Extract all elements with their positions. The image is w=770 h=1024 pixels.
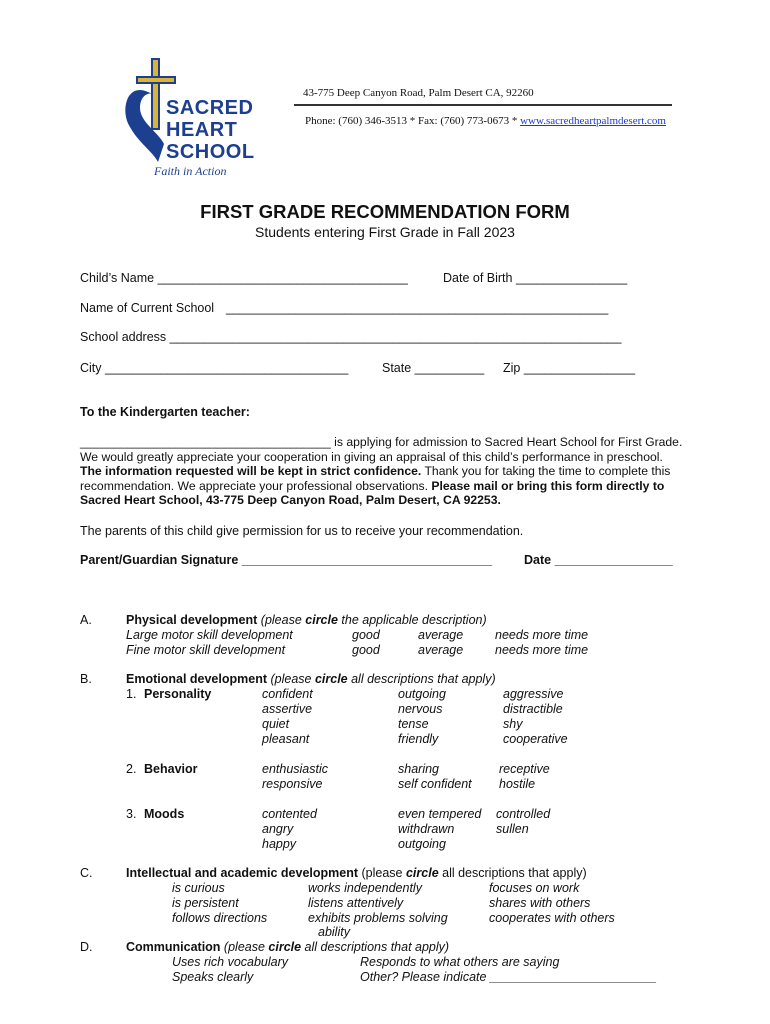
section-a-letter: A. [80,613,92,627]
moods-option[interactable]: contented [262,807,317,821]
form-subtitle: Students entering First Grade in Fall 2023 [255,224,515,240]
logo-line-school: SCHOOL [166,141,255,163]
section-a-title: Physical development [126,613,258,627]
letter-heading: To the Kindergarten teacher: [80,405,250,419]
moods-option[interactable]: sullen [496,822,529,836]
section-c-title: Intellectual and academic development [126,866,359,880]
academic-option[interactable]: is curious [172,881,225,895]
personality-option[interactable]: cooperative [503,732,568,746]
letter-paragraph [80,435,686,508]
letter-text-1: _____________________________________ is applying for admission to Sacred Heart School for First Grade. We would greatly appreciate your cooperation in giving an appraisal of this child’s performance in preschool. [80,435,683,464]
section-b-title: Emotional development [126,672,267,686]
logo-tagline: Faith in Action [154,164,227,178]
logo-line-heart: HEART [166,119,238,141]
section-d-note-2: all descriptions that apply) [301,940,450,954]
section-c-heading [126,866,587,880]
behavior-option[interactable]: self confident [398,777,472,791]
personality-label: Personality [144,687,212,701]
section-d-note-circle: circle [268,940,302,954]
personality-option[interactable]: nervous [398,702,443,716]
moods-option[interactable]: outgoing [398,837,446,851]
current-school-label: Name of Current School [80,301,215,315]
section-a-note-2: the applicable description) [337,613,487,627]
moods-label: Moods [144,807,185,821]
date-of-birth-field[interactable]: Date of Birth ________________ [443,271,628,285]
academic-option[interactable]: focuses on work [489,881,580,895]
behavior-option[interactable]: hostile [499,777,536,791]
section-d-note-1: (please [220,940,269,954]
behavior-label: Behavior [144,762,198,776]
personality-number: 1. [126,687,137,701]
website-link[interactable]: www.sacredheartpalmdesert.com [520,115,666,127]
academic-option[interactable]: listens attentively [308,896,404,910]
section-a-option[interactable]: good [352,628,380,642]
personality-option[interactable]: confident [262,687,313,701]
section-b-note-1: (please [267,672,315,686]
zip-field[interactable]: Zip ________________ [503,361,636,375]
personality-option[interactable]: distractible [503,702,563,716]
phone-fax: Phone: (760) 346-3513 * Fax: (760) 773-0673 * [305,115,521,127]
moods-number: 3. [126,807,137,821]
behavior-option[interactable]: responsive [262,777,323,791]
form-title: FIRST GRADE RECOMMENDATION FORM [200,201,570,222]
personality-option[interactable]: aggressive [503,687,564,701]
current-school-field[interactable]: _______________________________________________________ [226,301,609,315]
behavior-option[interactable]: receptive [499,762,550,776]
childs-name-field[interactable]: Child’s Name ____________________________________ [80,271,408,285]
section-a-note-1: (please [257,613,306,627]
section-a-option[interactable]: good [352,643,380,657]
letter-text-confidential: The information requested will be kept in strict confidence. [80,464,422,478]
phone-fax-line [305,115,666,127]
personality-option[interactable]: assertive [262,702,313,716]
moods-option[interactable]: happy [262,837,297,851]
section-b-letter: B. [80,672,92,686]
section-a-option[interactable]: needs more time [495,643,589,657]
academic-option[interactable]: follows directions [172,911,268,925]
moods-option[interactable]: withdrawn [398,822,455,836]
state-field[interactable]: State __________ [382,361,485,375]
section-c-letter: C. [80,866,93,880]
moods-option[interactable]: controlled [496,807,551,821]
section-c-note-circle: circle [405,866,439,880]
personality-option[interactable]: friendly [398,732,439,746]
section-a-option[interactable]: average [418,628,464,642]
section-c-note-1: (please [358,866,406,880]
behavior-option[interactable]: enthusiastic [262,762,329,776]
academic-option[interactable]: shares with others [489,896,591,910]
section-a-row-label: Fine motor skill development [126,643,286,657]
personality-option[interactable]: shy [503,717,523,731]
academic-option-continued: ability [318,925,350,939]
academic-option[interactable]: is persistent [172,896,239,910]
personality-option[interactable]: tense [398,717,429,731]
section-d-heading [126,940,449,954]
behavior-number: 2. [126,762,137,776]
moods-option[interactable]: even tempered [398,807,482,821]
communication-option[interactable]: Uses rich vocabulary [172,955,289,969]
section-b-heading [126,672,496,686]
moods-option[interactable]: angry [262,822,294,836]
communication-other-field[interactable]: Other? Please indicate ________________________ [360,970,657,984]
section-b-note-circle: circle [314,672,348,686]
personality-option[interactable]: outgoing [398,687,446,701]
academic-option[interactable]: exhibits problems solving [308,911,448,925]
school-address-field[interactable]: School address _________________________________________________________________ [80,330,622,344]
section-a-note-circle: circle [305,613,338,627]
academic-option[interactable]: works independently [308,881,422,895]
letter-text-2: Thank you for taking the time to complete this recommendation. We appreciate your professional observations. [80,464,671,493]
section-d-title: Communication [126,940,221,954]
section-b-note-2: all descriptions that apply) [347,672,496,686]
signature-date-field[interactable]: Date _________________ [524,553,673,567]
guardian-signature-field[interactable]: Parent/Guardian Signature ____________________________________ [80,553,493,567]
section-a-row-label: Large motor skill development [126,628,293,642]
section-a-heading [126,613,487,627]
academic-option[interactable]: cooperates with others [489,911,615,925]
section-a-option[interactable]: average [418,643,464,657]
school-address: 43-775 Deep Canyon Road, Palm Desert CA, 92260 [303,87,534,99]
section-c-note-2: all descriptions that apply) [438,866,587,880]
personality-option[interactable]: pleasant [262,732,310,746]
personality-option[interactable]: quiet [262,717,290,731]
city-field[interactable]: City ___________________________________ [80,361,349,375]
letter-text-mail: Please mail or bring this form directly to Sacred Heart School, 43-775 Deep Canyon Road, Palm Desert, CA 92253. [80,478,665,507]
header-divider [294,104,672,106]
permission-text: The parents of this child give permission for us to receive your recommendation. [80,524,524,538]
communication-option[interactable]: Speaks clearly [172,970,254,984]
logo-line-sacred: SACRED [166,97,254,119]
behavior-option[interactable]: sharing [398,762,439,776]
communication-option[interactable]: Responds to what others are saying [360,955,560,969]
section-d-letter: D. [80,940,93,954]
section-a-option[interactable]: needs more time [495,628,589,642]
school-logo [118,52,268,182]
